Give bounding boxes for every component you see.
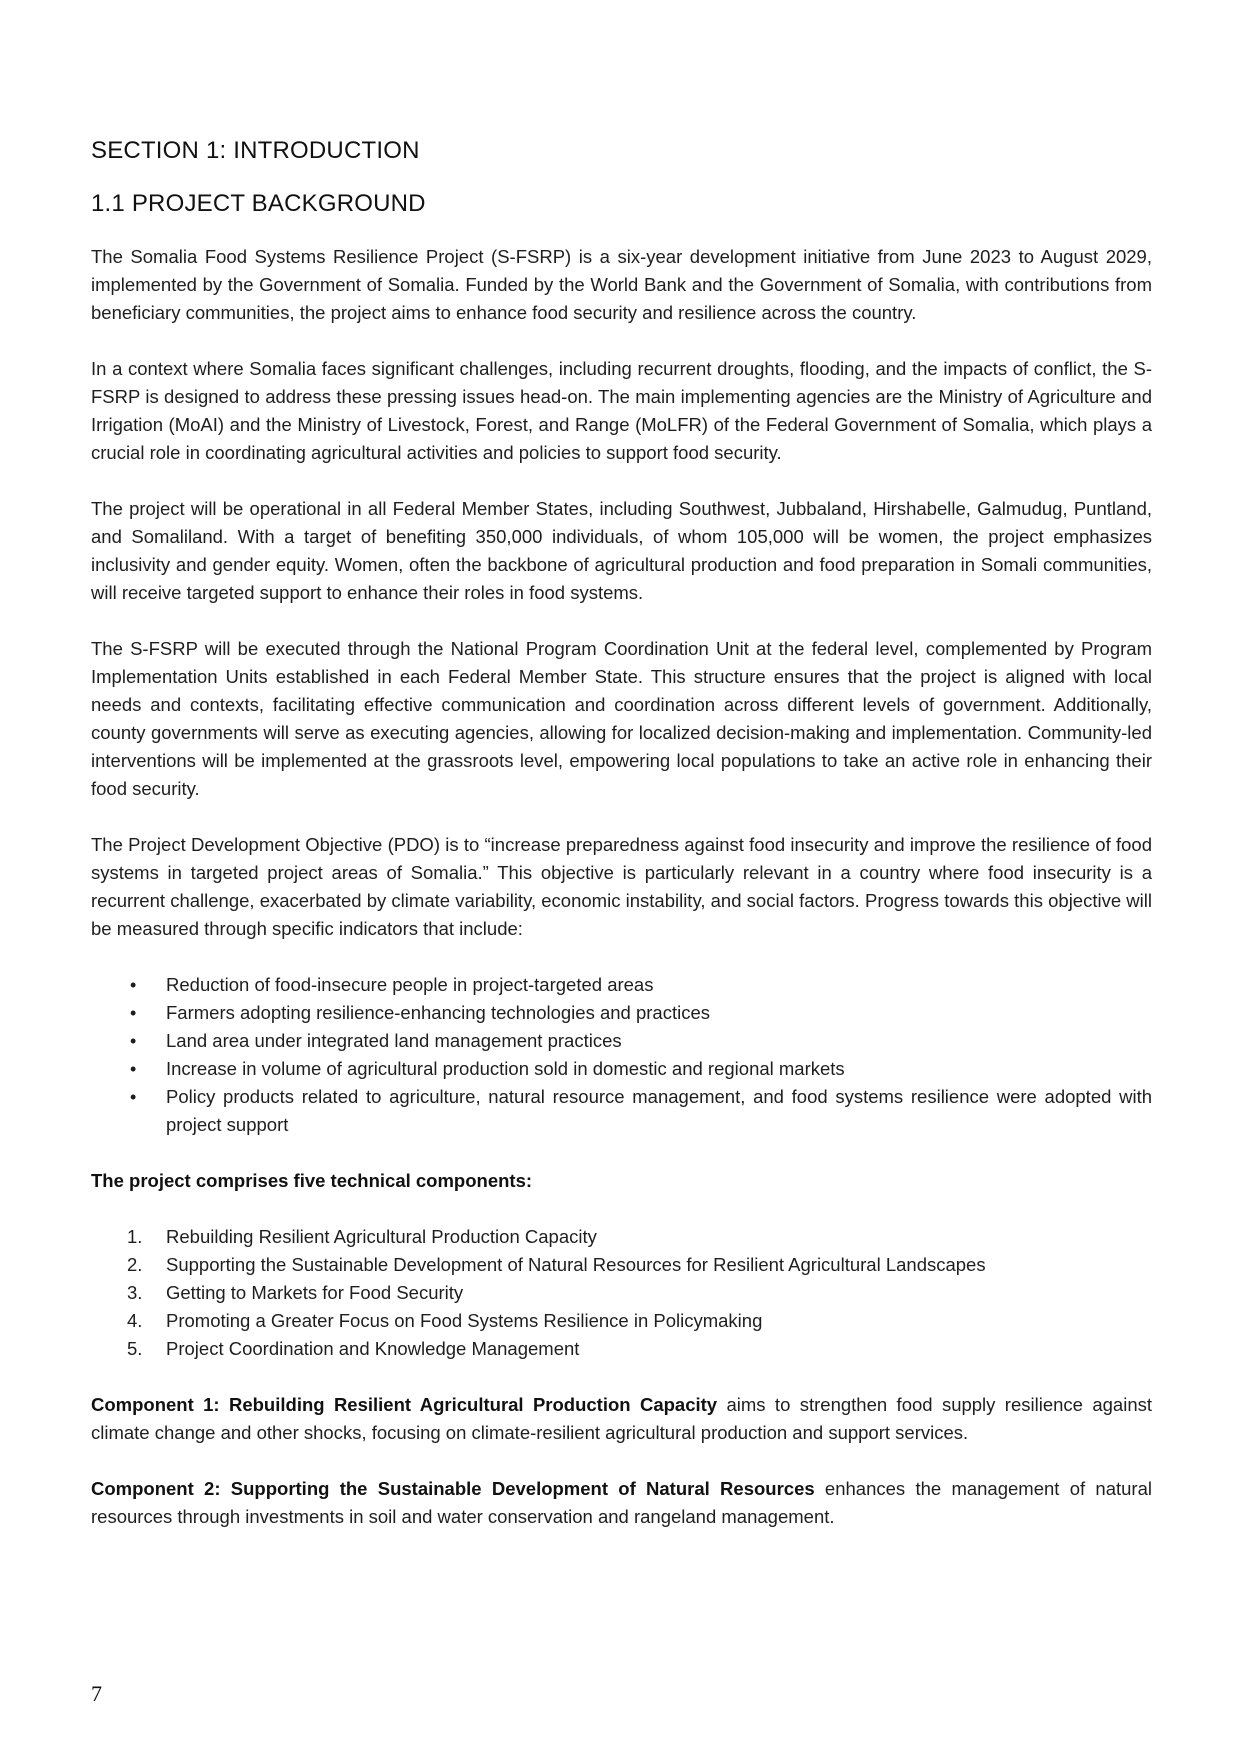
list-item [91,999,1152,1027]
list-item [91,1223,1152,1251]
list-item [91,1335,1152,1363]
components-list [91,1223,1152,1363]
paragraph-overview: The Somalia Food Systems Resilience Project (S-FSRP) is a six-year development initiative from June 2023 to August 2029, implemented by the Government of Somalia. Funded by the World Bank and the Government of Somalia, with contributions from beneficiary communities, the project aims to enhance food security and resilience across the country. [91,246,1152,323]
list-number: 4. [127,1310,143,1331]
component-2-title: Component 2: Supporting the Sustainable Development of Natural Resources [91,1478,815,1499]
section-title: SECTION 1: INTRODUCTION [91,137,420,164]
indicator-text: Policy products related to agriculture, natural resource management, and food systems resilience were adopted with project support [166,1086,1152,1135]
paragraph-execution: The S-FSRP will be executed through the National Program Coordination Unit at the federal level, complemented by Program Implementation Units established in each Federal Member State. This structure ensures that the project is aligned with local needs and contexts, facilitating effective communication and coordination across different levels of government. Additionally, county governments will serve as executing agencies, allowing for localized decision-making and implementation. Community-led interventions will be implemented at the grassroots level, empowering local populations to take an active role in enhancing their food security. [91,638,1152,799]
indicator-text: Reduction of food-insecure people in project-targeted areas [166,974,654,995]
list-item [91,1307,1152,1335]
paragraph-context: In a context where Somalia faces significant challenges, including recurrent droughts, flooding, and the impacts of conflict, the S-FSRP is designed to address these pressing issues head-on. The main implementing agencies are the Ministry of Agriculture and Irrigation (MoAI) and the Ministry of Livestock, Forest, and Range (MoLFR) of the Federal Government of Somalia, which plays a crucial role in coordinating agricultural activities and policies to support food security. [91,358,1152,463]
paragraph-pdo: The Project Development Objective (PDO) is to “increase preparedness against food insecurity and improve the resilience of food systems in targeted project areas of Somalia.” This objective is particularly relevant in a country where food insecurity is a recurrent challenge, exacerbated by climate variability, economic instability, and social factors. Progress towards this objective will be measured through specific indicators that include: [91,834,1152,939]
component-label: Promoting a Greater Focus on Food Systems Resilience in Policymaking [166,1310,763,1331]
list-item [91,1055,1152,1083]
list-item [91,1279,1152,1307]
bullet-icon: • [130,975,137,995]
list-item [91,1027,1152,1055]
bullet-icon: • [130,1031,137,1051]
component-label: Getting to Markets for Food Security [166,1282,464,1303]
component-2-text: enhances the management of natural resources through investments in soil and water conservation and rangeland management. [91,1478,1152,1527]
component-1-title: Component 1: Rebuilding Resilient Agricultural Production Capacity [91,1394,718,1415]
indicator-text: Increase in volume of agricultural production sold in domestic and regional markets [166,1058,845,1079]
component-label: Rebuilding Resilient Agricultural Production Capacity [166,1226,597,1247]
list-item [91,971,1152,999]
list-item [91,1083,1152,1139]
paragraph-coverage: The project will be operational in all Federal Member States, including Southwest, Jubbaland, Hirshabelle, Galmudug, Puntland, and Somaliland. With a target of benefiting 350,000 individuals, of whom 105,000 will be women, the project emphasizes inclusivity and gender equity. Women, often the backbone of agricultural production and food preparation in Somali communities, will receive targeted support to enhance their roles in food systems. [91,498,1152,603]
component-2-description [91,1475,1152,1531]
indicator-text: Land area under integrated land management practices [166,1030,622,1051]
bullet-icon: • [130,1059,137,1079]
components-heading: The project comprises five technical components: [91,1170,533,1191]
list-number: 2. [127,1254,143,1275]
document-page [91,136,1152,1531]
list-number: 3. [127,1282,143,1303]
component-1-text: aims to strengthen food supply resilience against climate change and other shocks, focusing on climate-resilient agricultural production and support services. [91,1394,1152,1443]
indicator-text: Farmers adopting resilience-enhancing technologies and practices [166,1002,711,1023]
list-number: 5. [127,1338,143,1359]
indicator-list [91,971,1152,1139]
subsection-title: 1.1 PROJECT BACKGROUND [91,190,426,217]
component-label: Supporting the Sustainable Development of Natural Resources for Resilient Agricultural Landscapes [166,1254,986,1275]
component-1-description [91,1391,1152,1447]
page-number: 7 [91,1681,102,1706]
component-label: Project Coordination and Knowledge Management [166,1338,580,1359]
bullet-icon: • [130,1003,137,1023]
list-number: 1. [127,1226,143,1247]
list-item [91,1251,1152,1279]
bullet-icon: • [130,1087,137,1107]
